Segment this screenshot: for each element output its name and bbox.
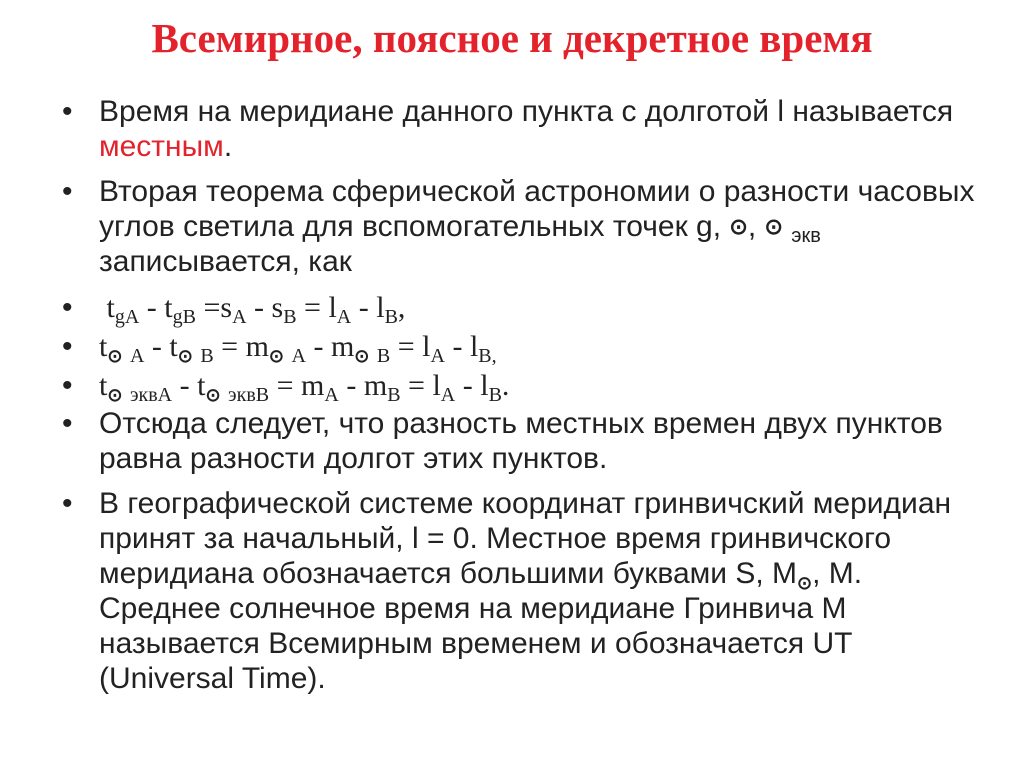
bullet: • xyxy=(62,330,73,363)
formula-part: = m xyxy=(213,330,269,363)
sun-symbol-icon: ⊙ xyxy=(729,214,748,239)
formula-sub: B xyxy=(283,306,297,328)
bullet: • xyxy=(62,369,73,402)
local-time-text: Время на меридиане данного пункта с долготой l называется xyxy=(99,95,954,128)
formula-part: t xyxy=(99,330,108,363)
formula-part: , xyxy=(397,291,406,324)
greenwich-text: В географической системе координат гринвичский меридиан принят за начальный, l = 0. Местное время гринвичского меридиана обозначается большими буквами S, M xyxy=(99,487,952,590)
sun-symbol-icon: ⊙ xyxy=(205,385,221,405)
formula-part: . xyxy=(501,369,510,402)
formula-sub: gA xyxy=(114,306,140,328)
theorem-comma: , xyxy=(747,210,765,243)
bullet: • xyxy=(62,175,73,208)
formula-part: - t xyxy=(139,291,173,324)
list-item-theorem xyxy=(52,174,982,279)
formula-sub: B xyxy=(200,345,214,367)
ekv-subscript: экв xyxy=(791,225,821,247)
bullet: • xyxy=(62,95,73,128)
formula-part: - l xyxy=(351,291,385,324)
formula-sub: B xyxy=(384,306,398,328)
formula-sub: gB xyxy=(172,306,196,328)
formula-part: t xyxy=(106,291,115,324)
local-time-end: . xyxy=(223,130,233,163)
formula-sub: A xyxy=(232,306,247,328)
formula-part: = l xyxy=(390,330,431,363)
bullet-list xyxy=(52,94,982,706)
conclusion-text: Отсюда следует, что разность местных времен двух пунктов равна разности долгот этих пунктов. xyxy=(99,407,943,475)
list-item-formula-true-solar xyxy=(52,328,982,366)
formula-part: - l xyxy=(455,369,489,402)
formula-part: t xyxy=(99,369,108,402)
list-item-local-time xyxy=(52,94,982,164)
formula-part: =s xyxy=(195,291,233,324)
sun-symbol-icon: ⊙ xyxy=(797,573,813,593)
formula-sub: A xyxy=(324,384,339,406)
slide-title: Всемирное, поясное и декретное время xyxy=(151,15,873,61)
list-item-greenwich xyxy=(52,486,982,696)
list-item-conclusion xyxy=(52,406,982,476)
bullet: • xyxy=(62,407,73,440)
formula-sub: A xyxy=(336,306,352,328)
bullet: • xyxy=(62,291,73,324)
list-item-formula-sidereal xyxy=(52,289,982,327)
sun-symbol-icon: ⊙ xyxy=(107,385,123,405)
formula-part: - t xyxy=(172,369,206,402)
formula-part: - m xyxy=(338,369,388,402)
formula-sub: B xyxy=(387,384,401,406)
sun-symbol-icon: ⊙ xyxy=(354,346,370,366)
theorem-end: записывается, как xyxy=(99,245,352,278)
formula-part: = l xyxy=(400,369,441,402)
formula-part: = l xyxy=(296,291,337,324)
formula-sub: A xyxy=(430,345,445,367)
formula-sub: B, xyxy=(478,345,497,367)
theorem-text: Вторая теорема сферической астрономии о разности часовых углов светила для вспомогательных точек g, xyxy=(99,175,975,243)
sun-symbol-icon: ⊙ xyxy=(177,346,193,366)
list-item-formula-mean-solar xyxy=(52,367,982,405)
local-time-highlight: местным xyxy=(99,130,224,163)
sun-symbol-icon: ⊙ xyxy=(268,346,285,366)
formula-part: - l xyxy=(444,330,479,363)
formula-sub: эквA xyxy=(129,384,173,406)
formula-part: - t xyxy=(144,330,178,363)
greenwich-end: , M. Среднее солнечное время на меридиане Гринвича M называется Всемирным временем и обозначается UT (Universal Time). xyxy=(99,557,863,695)
formula-sub: B xyxy=(488,384,502,406)
formula-sub: A xyxy=(440,384,456,406)
formula-sub: A xyxy=(129,345,145,367)
formula-sub: эквB xyxy=(228,384,270,406)
bullet: • xyxy=(62,487,73,520)
sun-symbol-icon: ⊙ xyxy=(107,346,123,366)
formula-part: - m xyxy=(305,330,355,363)
formula-sub: A xyxy=(291,345,306,367)
formula-part: - s xyxy=(246,291,284,324)
sun-symbol-icon: ⊙ xyxy=(764,214,783,239)
formula-part: = m xyxy=(269,369,325,402)
formula-sub: B xyxy=(376,345,391,367)
